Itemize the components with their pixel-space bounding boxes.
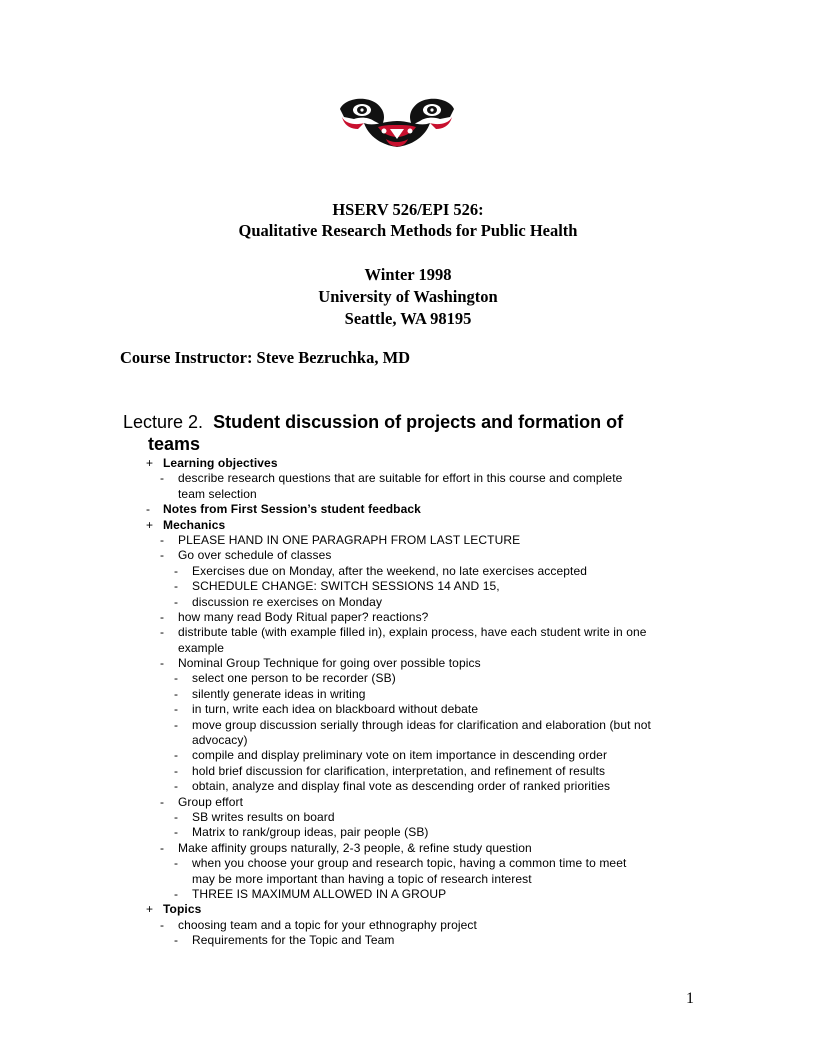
lecture-title-line2: teams — [148, 434, 201, 454]
outline-item-text: choosing team and a topic for your ethnography project — [178, 917, 477, 932]
course-title: Qualitative Research Methods for Public Health — [238, 221, 578, 240]
outline-item-text: PLEASE HAND IN ONE PARAGRAPH FROM LAST LECTURE — [178, 532, 521, 547]
outline-item-text: Make affinity groups naturally, 2-3 people, & refine study question — [178, 840, 532, 855]
outline-item-text: Learning objectives — [163, 456, 278, 470]
outline-item-text: move group discussion serially through ideas for clarification and elaboration (but not — [192, 717, 651, 732]
outline-item-text: in turn, write each idea on blackboard without debate — [192, 702, 479, 717]
dash-bullet-icon: - — [160, 625, 165, 640]
outline-item — [0, 671, 816, 686]
dash-bullet-icon: - — [160, 917, 165, 932]
outline-item-text: distribute table (with example filled in), explain process, have each student write in one — [178, 625, 647, 640]
outline-item — [0, 533, 816, 548]
outline-item-text: select one person to be recorder (SB) — [192, 671, 396, 686]
dash-bullet-icon: - — [174, 779, 179, 794]
outline-item — [0, 487, 816, 502]
outline-item-text: Topics — [163, 902, 202, 917]
outline-item-text: Matrix to rank/group ideas, pair people (SB) — [192, 825, 429, 840]
outline-item-text: Nominal Group Technique for going over possible topics — [178, 656, 481, 671]
dash-bullet-icon: - — [174, 933, 179, 948]
dash-bullet-icon: - — [160, 840, 165, 855]
outline-item — [0, 471, 816, 486]
outline-item — [0, 702, 816, 717]
dash-bullet-icon: - — [174, 886, 179, 901]
dash-bullet-icon: - — [174, 717, 179, 732]
outline-item-text: Go over schedule of classes — [178, 548, 332, 563]
lecture-heading — [123, 411, 723, 455]
outline-item — [0, 902, 816, 917]
outline-item — [0, 548, 816, 563]
outline-item — [0, 795, 816, 810]
outline-item-text: describe research questions that are suitable for effort in this course and complete — [178, 471, 623, 486]
outline-item — [0, 502, 816, 517]
outline-item-text: how many read Body Ritual paper? reactions? — [178, 609, 429, 624]
outline-item-text: Requirements for the Topic and Team — [192, 933, 395, 948]
dash-bullet-icon: - — [174, 686, 179, 701]
outline-item — [0, 887, 816, 902]
dash-bullet-icon: - — [174, 825, 179, 840]
outline-item — [0, 641, 816, 656]
dash-bullet-icon: - — [160, 609, 165, 624]
outline-item-text: when you choose your group and research topic, having a common time to meet — [192, 856, 627, 871]
course-code: HSERV 526/EPI 526: — [332, 200, 484, 219]
dash-bullet-icon: - — [174, 763, 179, 778]
dash-bullet-icon: - — [174, 579, 179, 594]
outline-item — [0, 872, 816, 887]
plus-bullet-icon: + — [146, 517, 154, 532]
dash-bullet-icon: - — [174, 809, 179, 824]
course-instructor: Course Instructor: Steve Bezruchka, MD — [120, 348, 411, 367]
outline-item-text: Group effort — [178, 794, 244, 809]
outline-item — [0, 718, 816, 733]
outline-item-text: example — [178, 640, 225, 655]
outline-item-text: discussion re exercises on Monday — [192, 594, 383, 609]
page-number: 1 — [686, 990, 694, 1007]
outline-item — [0, 733, 816, 748]
outline-item — [0, 841, 816, 856]
outline-item-text: Mechanics — [163, 517, 226, 532]
outline-item — [0, 810, 816, 825]
outline-item-text: Notes from First Session’s student feedback — [163, 502, 421, 517]
plus-bullet-icon: + — [146, 456, 154, 470]
outline-item — [0, 748, 816, 763]
outline-item-text: silently generate ideas in writing — [192, 686, 366, 701]
outline-item-text: team selection — [178, 486, 257, 501]
location: Seattle, WA 98195 — [344, 309, 472, 328]
dash-bullet-icon: - — [160, 471, 165, 486]
outline-item — [0, 687, 816, 702]
outline-item — [0, 564, 816, 579]
lecture-heading-line1 — [123, 411, 723, 433]
lecture-title-line1: Student discussion of projects and formation of — [213, 412, 624, 432]
outline-item — [0, 856, 816, 871]
outline-item — [0, 579, 816, 594]
outline-item — [0, 625, 816, 640]
university: University of Washington — [318, 287, 498, 306]
outline-item-text: compile and display preliminary vote on item importance in descending order — [192, 748, 608, 763]
lecture-outline — [0, 456, 816, 949]
outline-item-text: obtain, analyze and display final vote as descending order of ranked priorities — [192, 779, 611, 794]
outline-item — [0, 933, 816, 948]
outline-item — [0, 456, 816, 471]
outline-item — [0, 825, 816, 840]
outline-item — [0, 656, 816, 671]
dash-bullet-icon: - — [174, 748, 179, 763]
thunderbird-logo — [334, 95, 460, 155]
dash-bullet-icon: - — [160, 532, 165, 547]
dash-bullet-icon: - — [160, 656, 165, 671]
outline-item — [0, 518, 816, 533]
outline-item — [0, 918, 816, 933]
outline-item-text: may be more important than having a topic of research interest — [192, 871, 532, 886]
dash-bullet-icon: - — [160, 548, 165, 563]
outline-item-text: THREE IS MAXIMUM ALLOWED IN A GROUP — [192, 886, 447, 901]
plus-bullet-icon: + — [146, 902, 154, 917]
lecture-number: Lecture 2. — [123, 412, 204, 432]
outline-item — [0, 595, 816, 610]
dash-bullet-icon: - — [174, 671, 179, 686]
outline-item-text: hold brief discussion for clarification, interpretation, and refinement of results — [192, 763, 606, 778]
dash-bullet-icon: - — [174, 856, 179, 871]
dash-bullet-icon: - — [174, 702, 179, 717]
outline-item-text: advocacy) — [192, 733, 248, 748]
outline-item-text: SCHEDULE CHANGE: SWITCH SESSIONS 14 AND 15, — [192, 579, 500, 594]
dash-bullet-icon: - — [174, 563, 179, 578]
dash-bullet-icon: - — [174, 594, 179, 609]
dash-bullet-icon: - — [146, 502, 151, 517]
outline-item — [0, 610, 816, 625]
outline-item-text: SB writes results on board — [192, 809, 335, 824]
dash-bullet-icon: - — [160, 794, 165, 809]
outline-item — [0, 764, 816, 779]
term: Winter 1998 — [364, 265, 452, 284]
outline-item — [0, 779, 816, 794]
outline-item-text: Exercises due on Monday, after the weekend, no late exercises accepted — [192, 563, 588, 578]
